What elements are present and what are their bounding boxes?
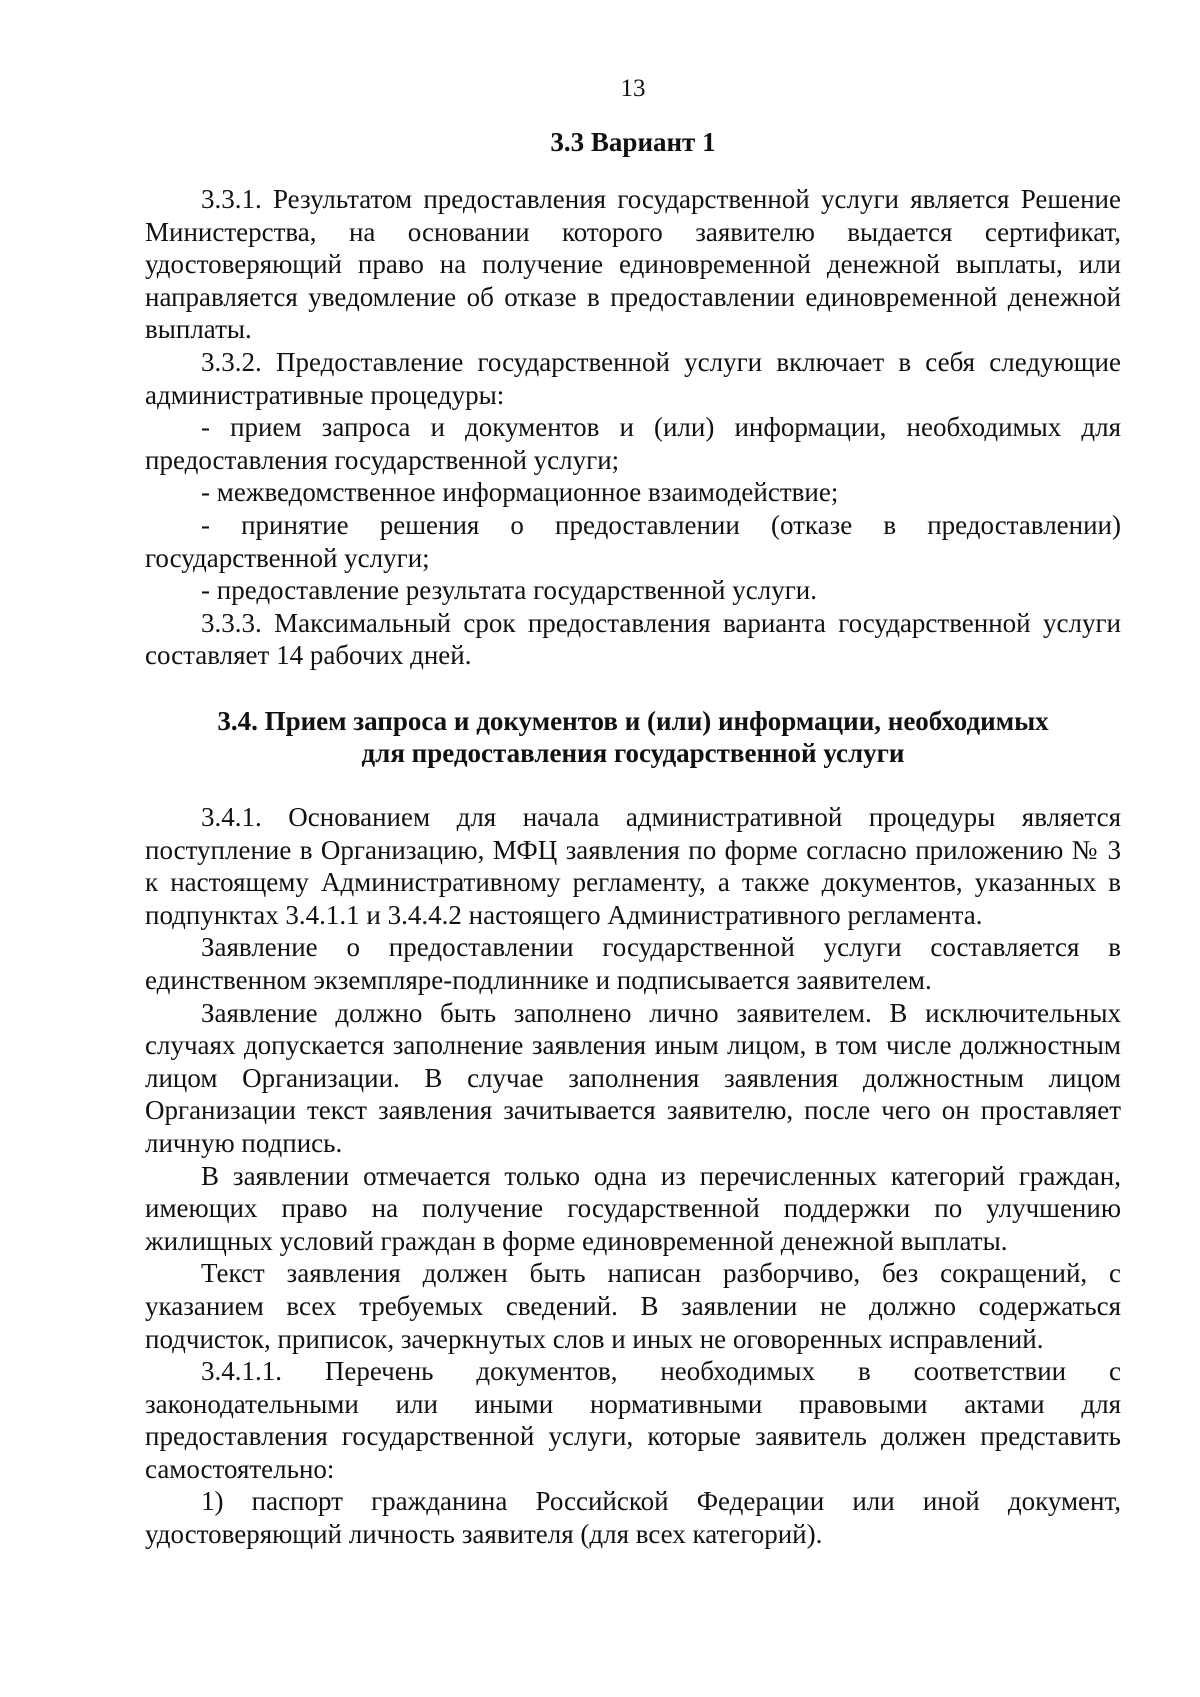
page-number: 13: [620, 75, 646, 102]
section-3-3-body: [145, 183, 1121, 672]
section-3-4-body: [145, 801, 1121, 1551]
list-item-passport: 1) паспорт гражданина Российской Федерации или иной документ, удостоверяющий личность заявителя (для всех категорий).: [145, 1486, 1121, 1550]
paragraph-applicant-category: В заявлении отмечается только одна из перечисленных категорий граждан, имеющих право на получение государственной поддержки по улучшению жилищных условий граждан в форме единовременной денежной выплаты.: [145, 1160, 1121, 1256]
list-item-procedure-3: - принятие решения о предоставлении (отказе в предоставлении) государственной услуги;: [145, 509, 1121, 573]
list-item-procedure-2: - межведомственное информационное взаимодействие;: [201, 477, 839, 508]
paragraph-application-form: Заявление о предоставлении государственной услуги составляется в единственном экземпляре-подлиннике и подписывается заявителем.: [145, 932, 1121, 995]
paragraph-3-3-3: 3.3.3. Максимальный срок предоставления варианта государственной услуги составляет 14 рабочих дней.: [145, 607, 1121, 671]
section-title-3-4-line-2: для предоставления государственной услуги: [361, 738, 905, 768]
paragraph-3-4-1-1: 3.4.1.1. Перечень документов, необходимых в соответствии с законодательными или иными нормативными правовыми актами для предоставления государственной услуги, которые заявитель должен представить самостоятельно:: [145, 1356, 1121, 1484]
paragraph-3-4-1: 3.4.1. Основанием для начала административной процедуры является поступление в Организацию, МФЦ заявления по форме согласно приложению № 3 к настоящему Административному регламенту, а также документов, указанных в подпунктах 3.4.1.1 и 3.4.4.2 настоящего Административного регламента.: [145, 802, 1121, 930]
paragraph-3-3-1: 3.3.1. Результатом предоставления государственной услуги является Решение Министерства, на основании которого заявителю выдается сертификат, удостоверяющий право на получение единовременной денежной выплаты, или направляется уведомление об отказе в предоставлении единовременной денежной выплаты.: [145, 184, 1121, 345]
paragraph-3-3-2: 3.3.2. Предоставление государственной услуги включает в себя следующие административные процедуры:: [145, 346, 1121, 410]
section-title-3-4-line-1: 3.4. Прием запроса и документов и (или) информации, необходимых: [217, 706, 1049, 736]
section-title-3-3: 3.3 Вариант 1: [550, 127, 716, 157]
paragraph-application-filling: Заявление должно быть заполнено лично заявителем. В исключительных случаях допускается заполнение заявления иным лицом, в том числе должностным лицом Организации. В случае заполнения заявления должностным лицом Организации текст заявления зачитывается заявителю, после чего он проставляет личную подпись.: [145, 997, 1121, 1158]
section-title-3-4: [145, 705, 1121, 769]
paragraph-application-text: Текст заявления должен быть написан разборчиво, без сокращений, с указанием всех требуемых сведений. В заявлении не должно содержаться подчисток, приписок, зачеркнутых слов и иных не оговоренных исправлений.: [145, 1258, 1121, 1354]
list-item-procedure-4: - предоставление результата государственной услуги.: [201, 575, 817, 606]
list-item-procedure-1: - прием запроса и документов и (или) информации, необходимых для предоставления государственной услуги;: [145, 412, 1121, 475]
